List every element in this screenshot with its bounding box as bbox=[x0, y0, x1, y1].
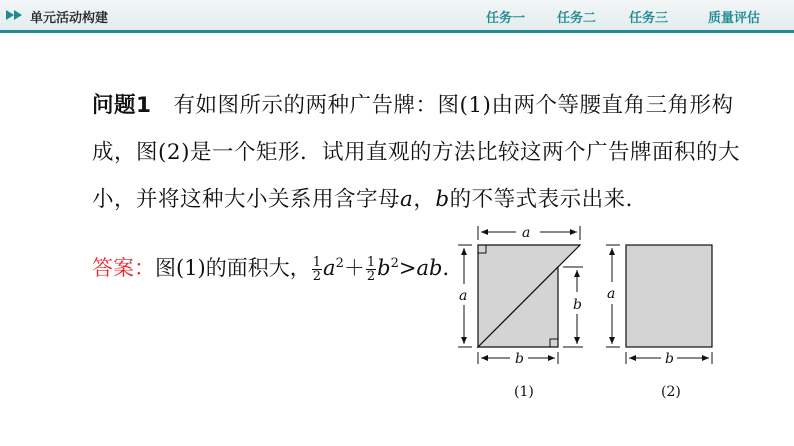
answer-period: ． bbox=[442, 256, 464, 280]
exponent-1: 2 bbox=[335, 256, 344, 271]
question-body: 有如图所示的两种广告牌：图(1)由两个等腰直角三角形构成，图(2)是一个矩形．试用直观的方法比较这两个广告牌面积的大小，并将这种大小关系用含字母 bbox=[92, 93, 740, 212]
nav-quality-assessment[interactable]: 质量评估 bbox=[708, 11, 761, 26]
answer-ab: ab bbox=[416, 256, 443, 280]
label-b-rect: b bbox=[665, 351, 674, 367]
var-a: a bbox=[400, 187, 414, 212]
section-title: 单元活动构建 bbox=[30, 11, 109, 26]
exponent-2: 2 bbox=[390, 256, 399, 271]
caption-figure-1: (1) bbox=[514, 384, 534, 400]
answer-label: 答案： bbox=[92, 256, 155, 280]
separator: ， bbox=[413, 187, 436, 212]
answer-text: 图(1)的面积大， bbox=[155, 256, 311, 280]
figure-1 bbox=[458, 225, 583, 400]
question-label: 问题1 bbox=[92, 93, 152, 118]
fraction-half-2: $\frac{1}{2}$ bbox=[366, 255, 376, 284]
answer-var-a: a bbox=[323, 256, 336, 280]
nav-task-3[interactable]: 任务三 bbox=[629, 11, 669, 26]
greater-than: > bbox=[398, 256, 417, 280]
caption-figure-2: (2) bbox=[661, 384, 681, 400]
nav-task-2[interactable]: 任务二 bbox=[557, 11, 597, 26]
label-a-top: a bbox=[522, 225, 531, 241]
label-a-rect: a bbox=[607, 286, 616, 302]
rectangle bbox=[626, 245, 712, 347]
answer-var-b: b bbox=[377, 256, 391, 280]
figure-2 bbox=[606, 245, 712, 400]
plus-sign: ＋ bbox=[343, 256, 365, 280]
label-b-right: b bbox=[573, 297, 582, 313]
label-b-bottom: b bbox=[515, 351, 524, 367]
var-b: b bbox=[435, 187, 450, 212]
fraction-half-1: $\frac{1}{2}$ bbox=[312, 255, 322, 284]
label-a-left: a bbox=[459, 288, 468, 304]
nav-task-1[interactable]: 任务一 bbox=[486, 11, 526, 26]
question-body-end: 的不等式表示出来． bbox=[449, 187, 648, 212]
